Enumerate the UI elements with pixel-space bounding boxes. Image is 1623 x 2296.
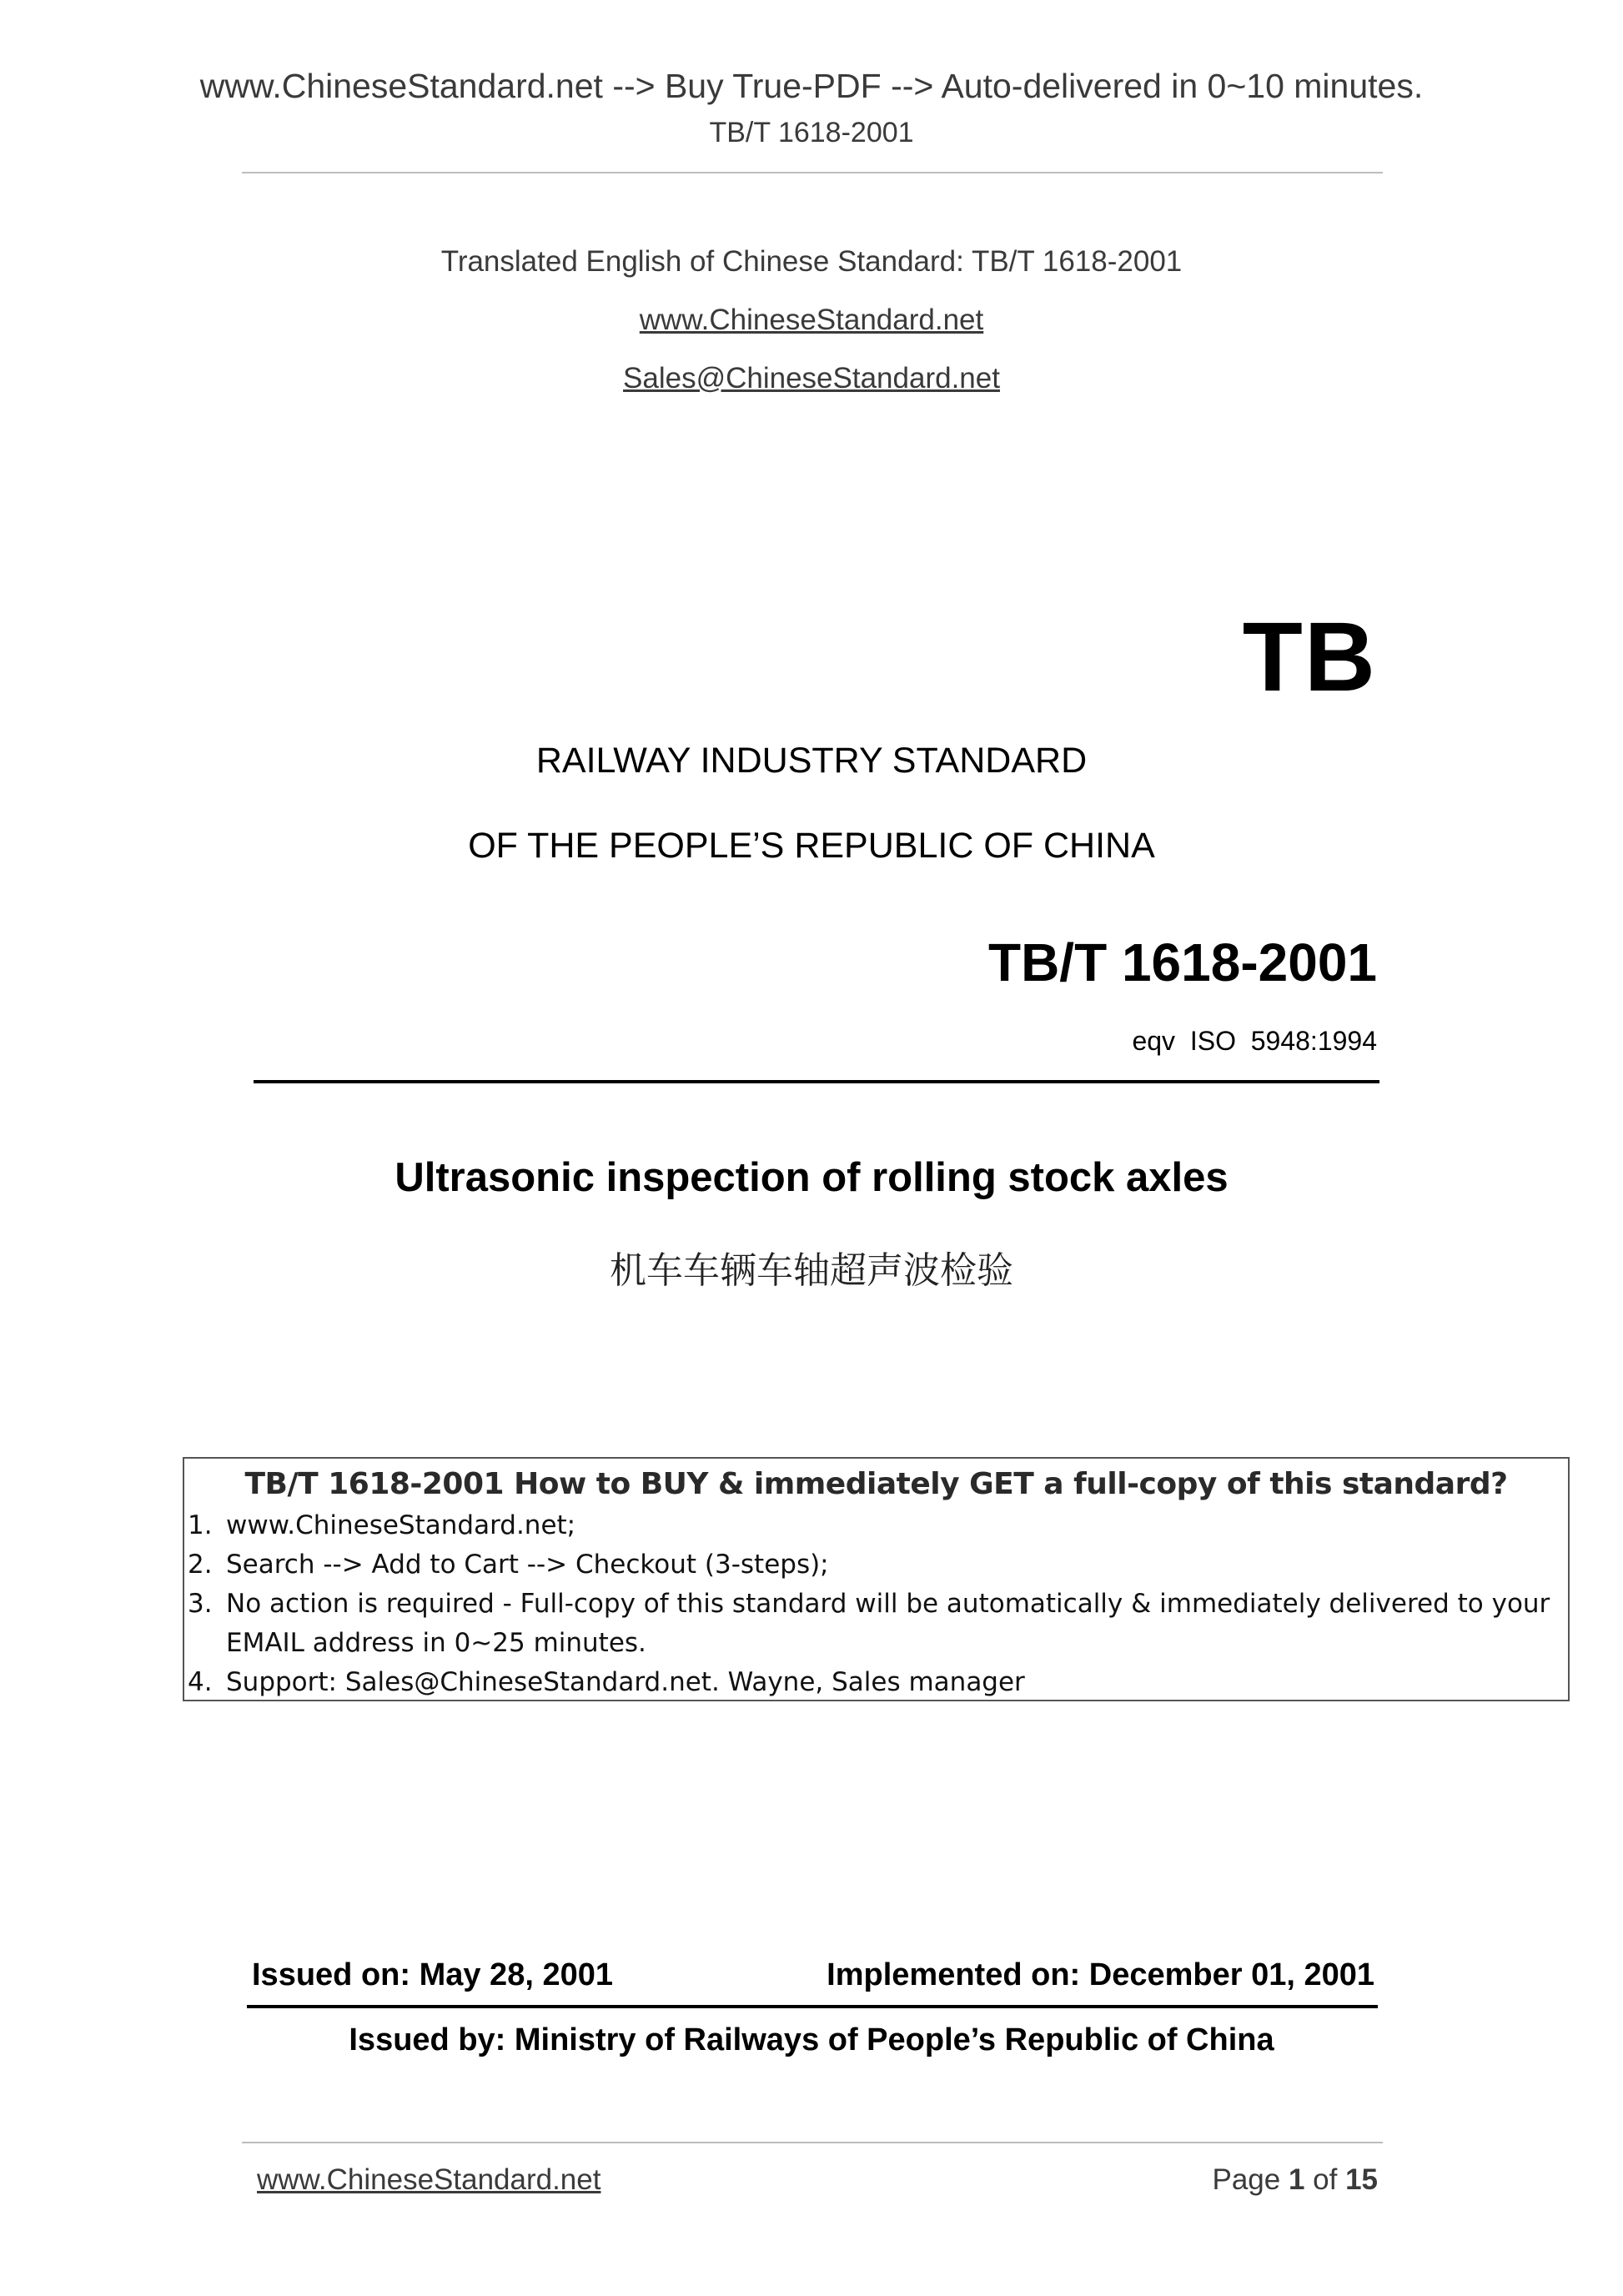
email-link-wrap xyxy=(0,362,1623,395)
standard-logo: TB xyxy=(1242,602,1377,712)
page-current: 1 xyxy=(1288,2163,1305,2196)
purchase-step-text: Search --> Add to Cart --> Checkout (3-steps); xyxy=(226,1550,829,1580)
issued-date: Issued on: May 28, 2001 xyxy=(252,1957,613,1992)
purchase-step-number: 1. xyxy=(188,1510,213,1540)
purchase-step xyxy=(184,1506,1568,1545)
title-divider xyxy=(254,1080,1379,1083)
purchase-step xyxy=(184,1545,1568,1585)
standard-equivalent: eqv ISO 5948:1994 xyxy=(1132,1026,1377,1056)
footer-website-link[interactable]: www.ChineseStandard.net xyxy=(257,2163,601,2196)
purchase-heading: TB/T 1618-2001 How to BUY & immediately GET a full-copy of this standard? xyxy=(244,1467,1508,1501)
website-link-wrap xyxy=(0,304,1623,337)
header-divider xyxy=(242,172,1383,173)
page-mid: of xyxy=(1304,2163,1346,2196)
implemented-date: Implemented on: December 01, 2001 xyxy=(827,1957,1374,1992)
purchase-step xyxy=(184,1663,1568,1702)
header-banner: www.ChineseStandard.net --> Buy True-PDF --> Auto-delivered in 0~10 minutes. xyxy=(199,67,1424,105)
dates-divider xyxy=(247,2005,1378,2008)
purchase-step-text: No action is required - Full-copy of this standard will be automatically & immediately delivered to your EMAIL address in 0~25 minutes. xyxy=(226,1589,1550,1658)
document-title: Ultrasonic inspection of rolling stock axles xyxy=(394,1155,1229,1200)
standard-type-line1: RAILWAY INDUSTRY STANDARD xyxy=(535,741,1088,781)
purchase-step-text[interactable]: www.ChineseStandard.net; xyxy=(226,1510,576,1540)
header-code: TB/T 1618-2001 xyxy=(709,117,914,148)
purchase-info-box xyxy=(183,1457,1570,1701)
footer-divider xyxy=(242,2142,1383,2143)
purchase-step-text: Support: Sales@ChineseStandard.net. Wayne, Sales manager xyxy=(226,1667,1025,1697)
website-link[interactable]: www.ChineseStandard.net xyxy=(639,304,984,336)
translated-note: Translated English of Chinese Standard: TB/T 1618-2001 xyxy=(440,245,1183,278)
page-indicator xyxy=(1212,2163,1378,2197)
issuing-authority: Issued by: Ministry of Railways of People’s Republic of China xyxy=(349,2022,1274,2057)
page-total: 15 xyxy=(1345,2163,1378,2196)
purchase-step-number: 3. xyxy=(188,1589,213,1619)
page-prefix: Page xyxy=(1212,2163,1289,2196)
standard-number: TB/T 1618-2001 xyxy=(987,932,1377,992)
purchase-step-number: 4. xyxy=(188,1667,213,1697)
standard-type-line2: OF THE PEOPLE’S REPUBLIC OF CHINA xyxy=(468,826,1155,866)
purchase-step-number: 2. xyxy=(188,1550,213,1580)
document-title-chinese: 机车车辆车轴超声波检验 xyxy=(610,1249,1013,1292)
email-link[interactable]: Sales@ChineseStandard.net xyxy=(623,362,1000,394)
purchase-step xyxy=(184,1585,1568,1663)
